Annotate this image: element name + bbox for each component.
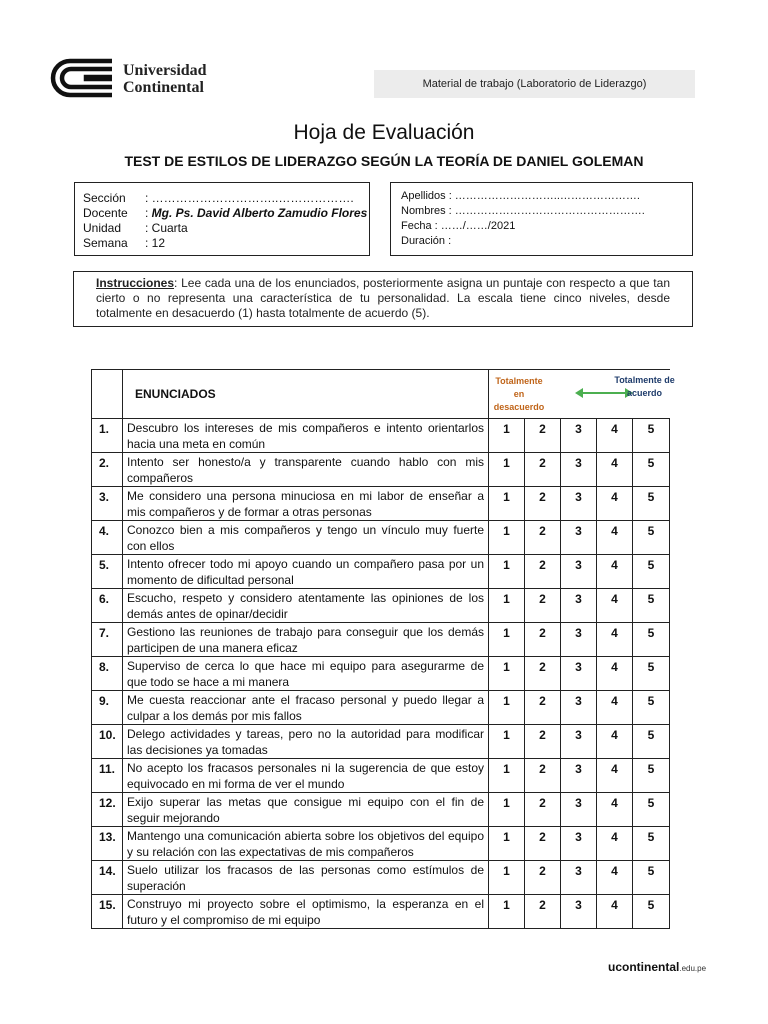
score-option-3[interactable]: 3 [561, 861, 597, 895]
score-option-2[interactable]: 2 [525, 793, 561, 827]
table-row [92, 589, 670, 623]
score-option-4[interactable]: 4 [597, 521, 633, 555]
page-subtitle: TEST DE ESTILOS DE LIDERAZGO SEGÚN LA TEORÍA DE DANIEL GOLEMAN [124, 153, 644, 169]
score-option-1[interactable]: 1 [489, 759, 525, 793]
score-option-2[interactable]: 2 [525, 827, 561, 861]
statement-text: Mantengo una comunicación abierta sobre los objetivos del equipo y su relación con las expectativas de mis compañeros [123, 827, 489, 861]
footer-brand-tld: .edu.pe [679, 964, 707, 973]
table-row [92, 895, 670, 929]
score-option-2[interactable]: 2 [525, 555, 561, 589]
university-name [123, 62, 207, 96]
table-row [92, 657, 670, 691]
score-option-4[interactable]: 4 [597, 691, 633, 725]
score-option-4[interactable]: 4 [597, 657, 633, 691]
score-option-3[interactable]: 3 [561, 793, 597, 827]
score-option-4[interactable]: 4 [597, 623, 633, 657]
row-number: 14. [92, 861, 123, 895]
score-option-3[interactable]: 3 [561, 657, 597, 691]
score-option-1[interactable]: 1 [489, 487, 525, 521]
page-title: Hoja de Evaluación [293, 121, 475, 144]
scale-left-label: Totalmente en desacuerdo [493, 376, 545, 412]
score-option-3[interactable]: 3 [561, 555, 597, 589]
score-option-3[interactable]: 3 [561, 419, 597, 453]
seccion-row [83, 191, 369, 206]
semana-row [83, 236, 369, 251]
statement-rows [92, 419, 670, 929]
score-option-3[interactable]: 3 [561, 895, 597, 929]
score-option-4[interactable]: 4 [597, 419, 633, 453]
table-row [92, 759, 670, 793]
score-option-2[interactable]: 2 [525, 657, 561, 691]
score-option-2[interactable]: 2 [525, 895, 561, 929]
row-number: 6. [92, 589, 123, 623]
score-option-5[interactable]: 5 [633, 521, 670, 555]
score-option-1[interactable]: 1 [489, 691, 525, 725]
score-option-5[interactable]: 5 [633, 419, 670, 453]
score-option-5[interactable]: 5 [633, 691, 670, 725]
instructions-text: : Lee cada una de los enunciados, posteriormente asigna un puntaje con respecto a que tan cierto o no representa una característica de tu personalidad. La escala tiene cinco niveles, desde totalmente en desacuerdo (1) hasta totalmente de acuerdo (5). [96, 276, 670, 320]
statement-text: Intento ofrecer todo mi apoyo cuando un compañero pasa por un momento de dificultad personal [123, 555, 489, 589]
score-option-2[interactable]: 2 [525, 861, 561, 895]
instructions-lead: Instrucciones [96, 276, 175, 290]
statement-text: Delego actividades y tareas, pero no la autoridad para modificar las decisiones ya tomadas [123, 725, 489, 759]
score-option-1[interactable]: 1 [489, 793, 525, 827]
score-option-2[interactable]: 2 [525, 691, 561, 725]
table-row [92, 521, 670, 555]
score-option-2[interactable]: 2 [525, 453, 561, 487]
student-info-box [390, 182, 693, 256]
score-option-3[interactable]: 3 [561, 759, 597, 793]
row-number: 9. [92, 691, 123, 725]
score-option-1[interactable]: 1 [489, 725, 525, 759]
row-number: 12. [92, 793, 123, 827]
seccion-label: Sección [83, 191, 126, 205]
score-option-5[interactable]: 5 [633, 793, 670, 827]
statement-text: Escucho, respeto y considero atentamente las opiniones de los demás antes de opinar/decidir [123, 589, 489, 623]
header-num-cell [92, 370, 123, 419]
row-number: 10. [92, 725, 123, 759]
score-option-2[interactable]: 2 [525, 521, 561, 555]
duracion-field[interactable]: Duración : [401, 235, 452, 247]
footer-brand-name: ucontinental [608, 960, 680, 974]
score-option-2[interactable]: 2 [525, 419, 561, 453]
score-option-5[interactable]: 5 [633, 623, 670, 657]
docente-value: Mg. Ps. David Alberto Zamudio Flores [151, 206, 368, 220]
score-option-5[interactable]: 5 [633, 487, 670, 521]
score-option-3[interactable]: 3 [561, 589, 597, 623]
statement-text: Suelo utilizar los fracasos de las personas como estímulos de superación [123, 861, 489, 895]
score-option-1[interactable]: 1 [489, 827, 525, 861]
row-number: 4. [92, 521, 123, 555]
course-info-box [74, 182, 370, 256]
table-row [92, 725, 670, 759]
scale-right-label: Totalmente de acuerdo [614, 375, 675, 398]
score-option-3[interactable]: 3 [561, 487, 597, 521]
table-header-row [92, 370, 670, 419]
row-number: 13. [92, 827, 123, 861]
table-row [92, 861, 670, 895]
score-option-3[interactable]: 3 [561, 453, 597, 487]
table-row [92, 623, 670, 657]
score-option-2[interactable]: 2 [525, 487, 561, 521]
table-row [92, 793, 670, 827]
score-option-4[interactable]: 4 [597, 589, 633, 623]
row-number: 7. [92, 623, 123, 657]
score-option-5[interactable]: 5 [633, 861, 670, 895]
row-number: 2. [92, 453, 123, 487]
score-option-4[interactable]: 4 [597, 453, 633, 487]
statement-text: Me cuesta reaccionar ante el fracaso personal y puedo llegar a culpar a los demás por mis fallos [123, 691, 489, 725]
score-option-4[interactable]: 4 [597, 487, 633, 521]
evaluation-table [91, 369, 675, 929]
footer-brand [608, 960, 706, 974]
row-number: 5. [92, 555, 123, 589]
university-line2: Continental [123, 79, 204, 96]
table-row [92, 691, 670, 725]
statement-text: Superviso de cerca lo que hace mi equipo para asegurarme de que todo se hace a mi manera [123, 657, 489, 691]
docente-sep: : [145, 206, 152, 220]
score-option-5[interactable]: 5 [633, 725, 670, 759]
unidad-value: : Cuarta [145, 221, 188, 235]
nombres-field[interactable]: Nombres : ……………………………………………. [401, 205, 645, 217]
docente-row [83, 206, 369, 221]
semana-label: Semana [83, 236, 128, 250]
score-option-4[interactable]: 4 [597, 793, 633, 827]
score-option-5[interactable]: 5 [633, 453, 670, 487]
statement-text: No acepto los fracasos personales ni la sugerencia de que estoy equivocado en mi forma de ver el mundo [123, 759, 489, 793]
score-option-2[interactable]: 2 [525, 725, 561, 759]
header-enunciados: ENUNCIADOS [123, 370, 489, 419]
scale-header [489, 370, 675, 419]
score-option-1[interactable]: 1 [489, 623, 525, 657]
instructions-box [73, 271, 693, 327]
score-option-2[interactable]: 2 [525, 589, 561, 623]
score-option-2[interactable]: 2 [525, 759, 561, 793]
score-option-2[interactable]: 2 [525, 623, 561, 657]
score-option-4[interactable]: 4 [597, 895, 633, 929]
score-option-1[interactable]: 1 [489, 895, 525, 929]
statement-text: Me considero una persona minuciosa en mi labor de enseñar a mis compañeros y de formar a otras personas [123, 487, 489, 521]
score-option-4[interactable]: 4 [597, 555, 633, 589]
row-number: 15. [92, 895, 123, 929]
score-option-3[interactable]: 3 [561, 827, 597, 861]
row-number: 3. [92, 487, 123, 521]
score-option-4[interactable]: 4 [597, 827, 633, 861]
score-option-1[interactable]: 1 [489, 453, 525, 487]
material-label: Material de trabajo (Laboratorio de Liderazgo) [374, 70, 695, 98]
score-option-4[interactable]: 4 [597, 725, 633, 759]
apellidos-field[interactable]: Apellidos : ………………………..…………………. [401, 190, 640, 202]
score-option-1[interactable]: 1 [489, 861, 525, 895]
score-option-3[interactable]: 3 [561, 725, 597, 759]
docente-label: Docente [83, 206, 128, 220]
score-option-5[interactable]: 5 [633, 657, 670, 691]
score-option-1[interactable]: 1 [489, 521, 525, 555]
score-option-5[interactable]: 5 [633, 827, 670, 861]
statement-text: Gestiono las reuniones de trabajo para conseguir que los demás participen de una manera eficaz [123, 623, 489, 657]
statement-text: Conozco bien a mis compañeros y tengo un vínculo muy fuerte con ellos [123, 521, 489, 555]
score-option-3[interactable]: 3 [561, 691, 597, 725]
statement-text: Construyo mi proyecto sobre el optimismo, la esperanza en el futuro y el compromiso de mi equipo [123, 895, 489, 929]
score-option-1[interactable]: 1 [489, 657, 525, 691]
fecha-field[interactable]: Fecha : ……/……/2021 [401, 220, 516, 232]
row-number: 11. [92, 759, 123, 793]
table-row [92, 453, 670, 487]
row-number: 1. [92, 419, 123, 453]
table-row [92, 555, 670, 589]
semana-value: : 12 [145, 236, 166, 250]
score-option-5[interactable]: 5 [633, 895, 670, 929]
statement-text: Intento ser honesto/a y transparente cuando hablo con mis compañeros [123, 453, 489, 487]
score-option-1[interactable]: 1 [489, 589, 525, 623]
table-row [92, 827, 670, 861]
table-row [92, 419, 670, 453]
university-line1: Universidad [123, 62, 207, 79]
score-option-3[interactable]: 3 [561, 521, 597, 555]
statement-text: Exijo superar las metas que consigue mi equipo con el fin de seguir mejorando [123, 793, 489, 827]
table-row [92, 487, 670, 521]
score-option-3[interactable]: 3 [561, 623, 597, 657]
unidad-label: Unidad [83, 221, 122, 235]
seccion-value[interactable]: : …………………………..………………. [145, 191, 354, 205]
unidad-row [83, 221, 369, 236]
score-option-5[interactable]: 5 [633, 759, 670, 793]
score-option-5[interactable]: 5 [633, 589, 670, 623]
row-number: 8. [92, 657, 123, 691]
university-logo [50, 58, 114, 98]
score-option-4[interactable]: 4 [597, 861, 633, 895]
statement-text: Descubro los intereses de mis compañeros e intento orientarlos hacia una meta en común [123, 419, 489, 453]
score-option-1[interactable]: 1 [489, 419, 525, 453]
score-option-1[interactable]: 1 [489, 555, 525, 589]
score-option-4[interactable]: 4 [597, 759, 633, 793]
score-option-5[interactable]: 5 [633, 555, 670, 589]
